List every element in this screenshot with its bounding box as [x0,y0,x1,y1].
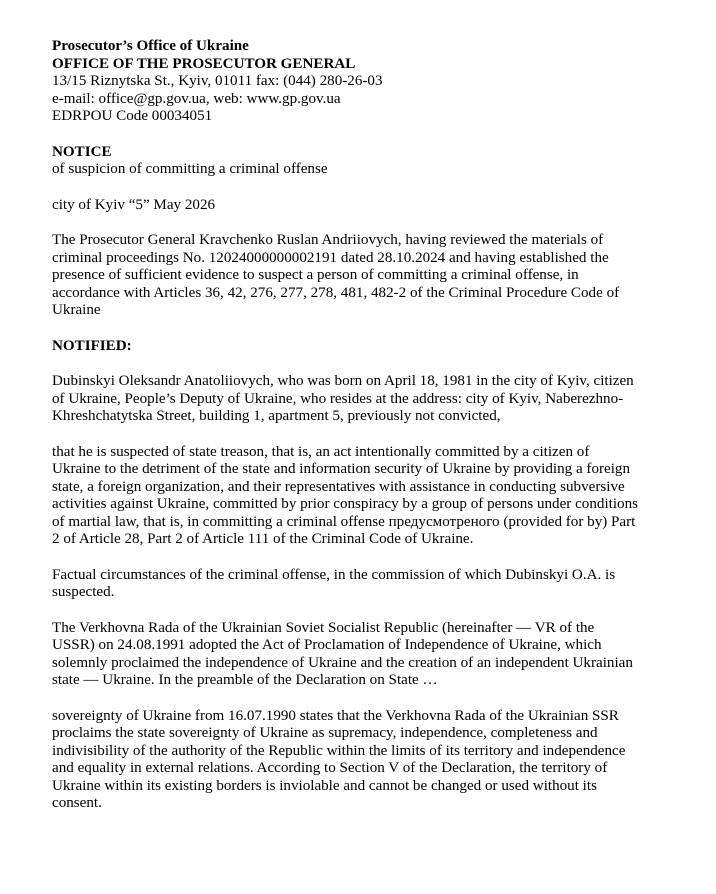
paragraph-line: indivisibility of the authority of the Republic within the limits of its territory and independence [52,742,626,759]
edrpou-code: EDRPOU Code 00034051 [52,108,213,124]
paragraph-line: presence of sufficient evidence to suspect a person of committing a criminal offense, in [52,267,579,283]
office-address: 13/15 Riznytska St., Kyiv, 01011 fax: (044) 280-26-03 [52,73,383,89]
verkhovna-paragraph [52,620,672,690]
suspicion-paragraph [52,444,672,549]
place-date: city of Kyiv “5” May 2026 [52,196,216,213]
paragraph-line: criminal proceedings No. 12024000000002191 dated 28.10.2024 and having established the [52,249,609,266]
notice-heading: NOTICE [52,143,112,160]
org-line: Prosecutor’s Office of Ukraine [52,38,249,54]
paragraph-line: consent. [52,795,102,811]
spacer [52,602,672,620]
spacer [52,320,672,338]
paragraph-line: Factual circumstances of the criminal offense, in the commission of which Dubinskyi O.A. is [52,566,616,583]
spacer [52,126,672,144]
paragraph-line: USSR) on 24.08.1991 adopted the Act of Proclamation of Independence of Ukraine, which [52,637,602,653]
paragraph-line: suspected. [52,584,115,600]
paragraph-line: The Prosecutor General Kravchenko Ruslan Andriiovych, having reviewed the materials of [52,232,604,248]
paragraph-line: Ukraine to the detriment of the state and information security of Ukraine by providing a foreign [52,461,630,477]
spacer [52,690,672,708]
paragraph-line: solemnly proclaimed the independence of Ukraine and the creation of an independent Ukrainian [52,654,633,671]
paragraph-line: of Ukraine, People’s Deputy of Ukraine, who resides at the address: city of Kyiv, Naberezhno- [52,390,624,407]
intro-paragraph [52,232,672,320]
paragraph-line: that he is suspected of state treason, that is, an act intentionally committed by a citizen of [52,443,590,460]
spacer [52,426,672,444]
spacer [52,214,672,232]
paragraph-line: state, a foreign organization, and their representatives with assistance in conducting subversive [52,478,625,495]
notified-heading: NOTIFIED: [52,337,132,354]
document-page [52,38,672,813]
spacer [52,355,672,373]
paragraph-line: 2 of Article 28, Part 2 of Article 111 of the Criminal Code of Ukraine. [52,531,474,547]
paragraph-line: of martial law, that is, in committing a criminal offense предусмотреного (provided for by) Part [52,513,636,530]
paragraph-line: Dubinskyi Oleksandr Anatoliiovych, who was born on April 18, 1981 in the city of Kyiv, citizen [52,373,634,389]
paragraph-line: accordance with Articles 36, 42, 276, 277, 278, 481, 482-2 of the Criminal Procedure Code of [52,284,620,301]
paragraph-line: activities against Ukraine, committed by prior conspiracy by a group of persons under conditions [52,496,638,512]
paragraph-line: Ukraine within its existing borders is inviolable and cannot be changed or used without its [52,777,597,794]
spacer [52,179,672,197]
paragraph-line: The Verkhovna Rada of the Ukrainian Soviet Socialist Republic (hereinafter — VR of the [52,619,595,636]
paragraph-line: sovereignty of Ukraine from 16.07.1990 states that the Verkhovna Rada of the Ukrainian SSR [52,707,619,724]
office-contacts: e-mail: office@gp.gov.ua, web: www.gp.gov.ua [52,90,341,107]
spacer [52,549,672,567]
sovereignty-paragraph [52,708,672,813]
paragraph-line: proclaims the state sovereignty of Ukraine as supremacy, independence, completeness and [52,725,598,741]
circumstances-paragraph [52,567,672,602]
paragraph-line: state — Ukraine. In the preamble of the Declaration on State … [52,672,438,688]
notice-subheading: of suspicion of committing a criminal offense [52,161,328,177]
notice-heading-block [52,144,672,179]
paragraph-line: Ukraine [52,302,101,318]
paragraph-line: and equality in external relations. According to Section V of the Declaration, the territory of [52,760,608,776]
paragraph-line: Khreshchatytska Street, building 1, apartment 5, previously not convicted, [52,408,501,424]
office-title: OFFICE OF THE PROSECUTOR GENERAL [52,55,356,72]
person-paragraph [52,373,672,426]
letterhead [52,38,672,126]
